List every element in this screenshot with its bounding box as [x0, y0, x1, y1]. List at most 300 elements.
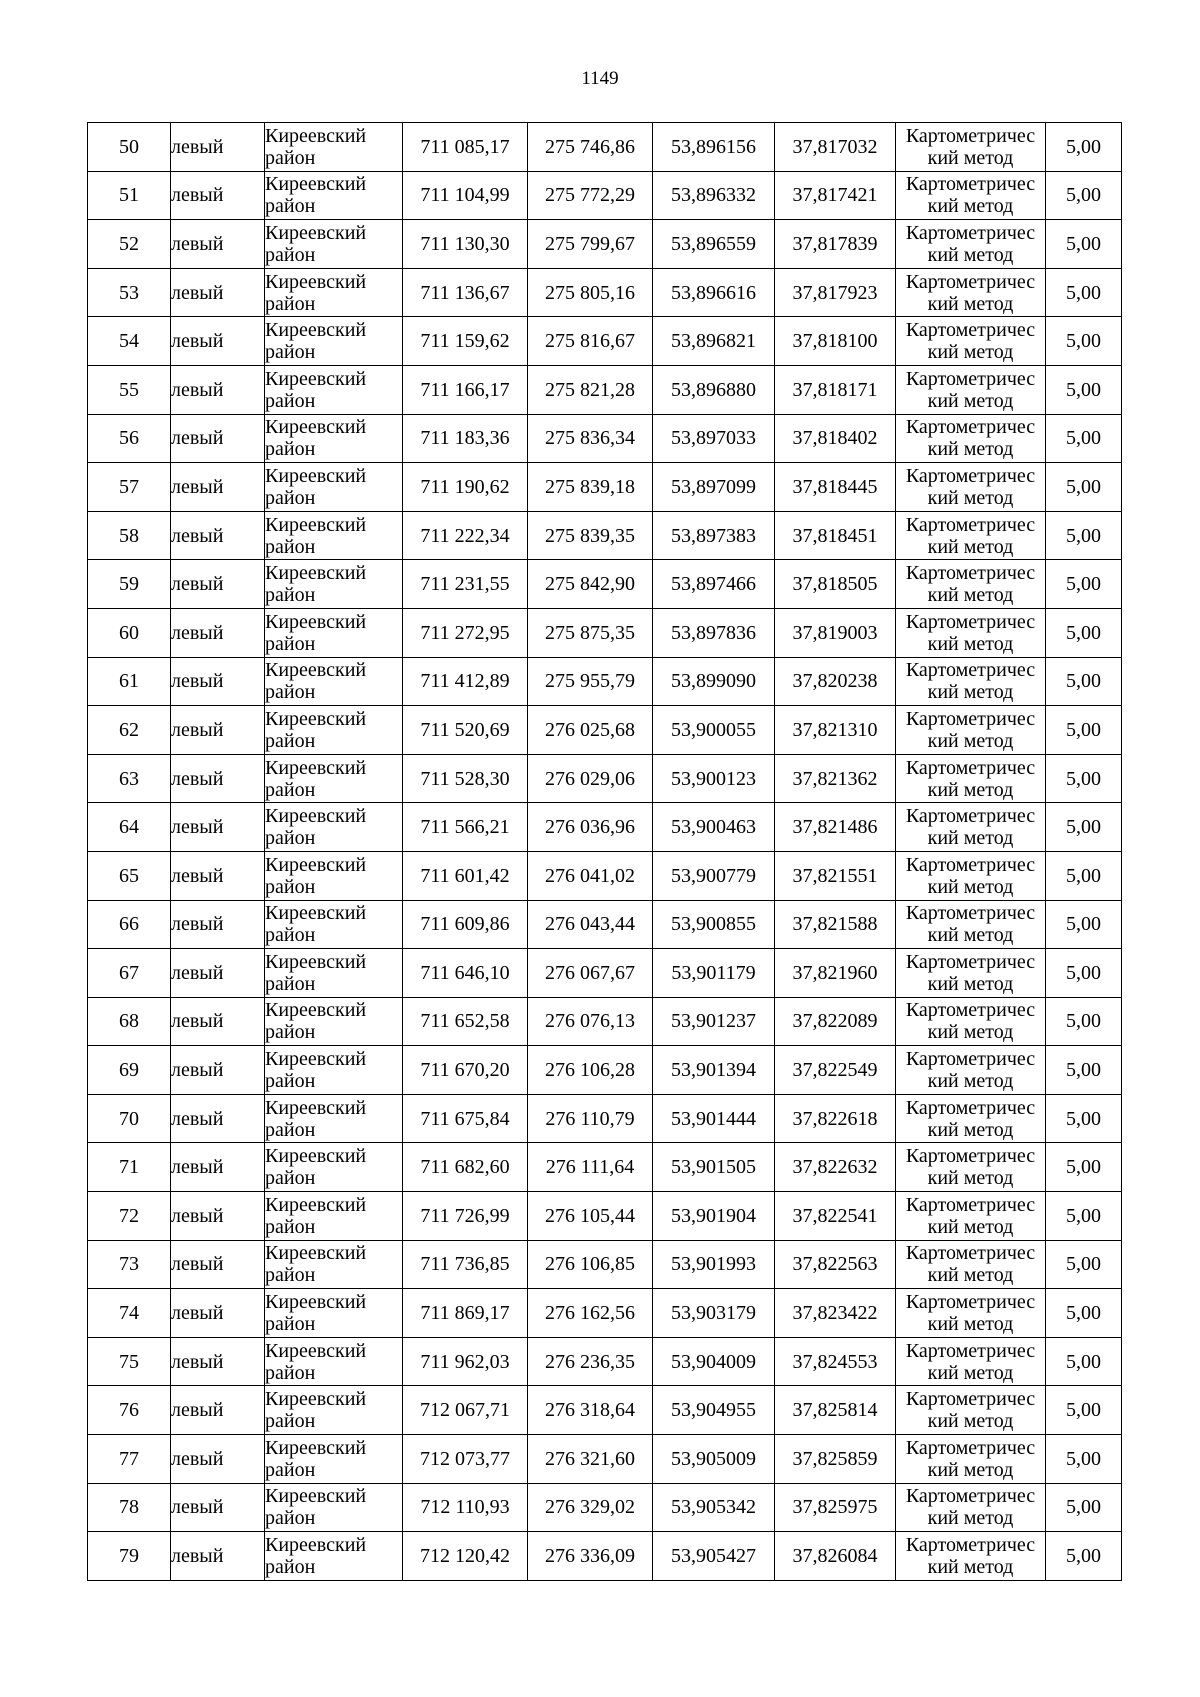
point-number-cell: 61	[88, 657, 171, 706]
side-cell: левый	[171, 1532, 265, 1581]
y-coordinate-cell: 276 043,44	[528, 900, 653, 949]
longitude-cell: 37,821486	[775, 803, 896, 852]
latitude-cell: 53,896821	[653, 317, 775, 366]
point-number-cell: 78	[88, 1483, 171, 1532]
district-cell: Киреевский район	[265, 706, 403, 755]
latitude-cell: 53,896880	[653, 365, 775, 414]
y-coordinate-cell: 275 746,86	[528, 123, 653, 172]
table-row	[88, 511, 1122, 560]
error-cell: 5,00	[1046, 268, 1122, 317]
longitude-cell: 37,818505	[775, 560, 896, 609]
longitude-cell: 37,822541	[775, 1192, 896, 1241]
error-cell: 5,00	[1046, 463, 1122, 512]
latitude-cell: 53,897383	[653, 511, 775, 560]
method-cell: Картометричес кий метод	[896, 1143, 1046, 1192]
table-row	[88, 900, 1122, 949]
x-coordinate-cell: 711 736,85	[403, 1240, 528, 1289]
longitude-cell: 37,820238	[775, 657, 896, 706]
error-cell: 5,00	[1046, 1192, 1122, 1241]
method-cell: Картометричес кий метод	[896, 1192, 1046, 1241]
method-cell: Картометричес кий метод	[896, 1483, 1046, 1532]
point-number-cell: 77	[88, 1435, 171, 1484]
method-cell: Картометричес кий метод	[896, 1289, 1046, 1338]
table-row	[88, 608, 1122, 657]
y-coordinate-cell: 276 067,67	[528, 949, 653, 998]
point-number-cell: 65	[88, 851, 171, 900]
point-number-cell: 56	[88, 414, 171, 463]
district-cell: Киреевский район	[265, 123, 403, 172]
error-cell: 5,00	[1046, 171, 1122, 220]
longitude-cell: 37,818402	[775, 414, 896, 463]
latitude-cell: 53,896559	[653, 220, 775, 269]
coordinates-table	[87, 122, 1122, 1581]
longitude-cell: 37,826084	[775, 1532, 896, 1581]
method-cell: Картометричес кий метод	[896, 1046, 1046, 1095]
side-cell: левый	[171, 1337, 265, 1386]
error-cell: 5,00	[1046, 560, 1122, 609]
method-cell: Картометричес кий метод	[896, 997, 1046, 1046]
method-cell: Картометричес кий метод	[896, 608, 1046, 657]
y-coordinate-cell: 275 772,29	[528, 171, 653, 220]
district-cell: Киреевский район	[265, 1435, 403, 1484]
error-cell: 5,00	[1046, 949, 1122, 998]
latitude-cell: 53,897836	[653, 608, 775, 657]
table-row	[88, 1386, 1122, 1435]
side-cell: левый	[171, 900, 265, 949]
side-cell: левый	[171, 220, 265, 269]
x-coordinate-cell: 711 085,17	[403, 123, 528, 172]
side-cell: левый	[171, 317, 265, 366]
district-cell: Киреевский район	[265, 657, 403, 706]
longitude-cell: 37,824553	[775, 1337, 896, 1386]
side-cell: левый	[171, 463, 265, 512]
table-row	[88, 657, 1122, 706]
district-cell: Киреевский район	[265, 511, 403, 560]
x-coordinate-cell: 711 190,62	[403, 463, 528, 512]
method-cell: Картометричес кий метод	[896, 706, 1046, 755]
error-cell: 5,00	[1046, 1094, 1122, 1143]
side-cell: левый	[171, 1386, 265, 1435]
point-number-cell: 68	[88, 997, 171, 1046]
district-cell: Киреевский район	[265, 1386, 403, 1435]
district-cell: Киреевский район	[265, 365, 403, 414]
district-cell: Киреевский район	[265, 608, 403, 657]
x-coordinate-cell: 711 231,55	[403, 560, 528, 609]
table-row	[88, 1192, 1122, 1241]
longitude-cell: 37,822632	[775, 1143, 896, 1192]
side-cell: левый	[171, 1289, 265, 1338]
y-coordinate-cell: 276 110,79	[528, 1094, 653, 1143]
y-coordinate-cell: 275 955,79	[528, 657, 653, 706]
x-coordinate-cell: 711 183,36	[403, 414, 528, 463]
longitude-cell: 37,819003	[775, 608, 896, 657]
district-cell: Киреевский район	[265, 268, 403, 317]
point-number-cell: 69	[88, 1046, 171, 1095]
method-cell: Картометричес кий метод	[896, 414, 1046, 463]
longitude-cell: 37,822563	[775, 1240, 896, 1289]
error-cell: 5,00	[1046, 1386, 1122, 1435]
point-number-cell: 66	[88, 900, 171, 949]
table-row	[88, 1337, 1122, 1386]
x-coordinate-cell: 711 528,30	[403, 754, 528, 803]
point-number-cell: 79	[88, 1532, 171, 1581]
side-cell: левый	[171, 511, 265, 560]
error-cell: 5,00	[1046, 365, 1122, 414]
latitude-cell: 53,896156	[653, 123, 775, 172]
method-cell: Картометричес кий метод	[896, 1240, 1046, 1289]
latitude-cell: 53,901904	[653, 1192, 775, 1241]
district-cell: Киреевский район	[265, 949, 403, 998]
latitude-cell: 53,897466	[653, 560, 775, 609]
point-number-cell: 50	[88, 123, 171, 172]
y-coordinate-cell: 276 236,35	[528, 1337, 653, 1386]
longitude-cell: 37,818445	[775, 463, 896, 512]
point-number-cell: 74	[88, 1289, 171, 1338]
point-number-cell: 51	[88, 171, 171, 220]
side-cell: левый	[171, 1094, 265, 1143]
side-cell: левый	[171, 560, 265, 609]
x-coordinate-cell: 712 110,93	[403, 1483, 528, 1532]
x-coordinate-cell: 711 726,99	[403, 1192, 528, 1241]
x-coordinate-cell: 711 670,20	[403, 1046, 528, 1095]
point-number-cell: 54	[88, 317, 171, 366]
error-cell: 5,00	[1046, 803, 1122, 852]
error-cell: 5,00	[1046, 1240, 1122, 1289]
table-row	[88, 754, 1122, 803]
side-cell: левый	[171, 608, 265, 657]
table-row	[88, 317, 1122, 366]
district-cell: Киреевский район	[265, 851, 403, 900]
x-coordinate-cell: 711 272,95	[403, 608, 528, 657]
point-number-cell: 52	[88, 220, 171, 269]
table-row	[88, 851, 1122, 900]
y-coordinate-cell: 276 321,60	[528, 1435, 653, 1484]
error-cell: 5,00	[1046, 1532, 1122, 1581]
error-cell: 5,00	[1046, 657, 1122, 706]
district-cell: Киреевский район	[265, 1143, 403, 1192]
table-row	[88, 1240, 1122, 1289]
y-coordinate-cell: 275 842,90	[528, 560, 653, 609]
method-cell: Картометричес кий метод	[896, 463, 1046, 512]
table-row	[88, 997, 1122, 1046]
method-cell: Картометричес кий метод	[896, 1094, 1046, 1143]
table-row	[88, 1094, 1122, 1143]
point-number-cell: 57	[88, 463, 171, 512]
method-cell: Картометричес кий метод	[896, 1386, 1046, 1435]
point-number-cell: 55	[88, 365, 171, 414]
table-row	[88, 1289, 1122, 1338]
error-cell: 5,00	[1046, 317, 1122, 366]
error-cell: 5,00	[1046, 511, 1122, 560]
y-coordinate-cell: 276 318,64	[528, 1386, 653, 1435]
latitude-cell: 53,900779	[653, 851, 775, 900]
latitude-cell: 53,899090	[653, 657, 775, 706]
y-coordinate-cell: 276 105,44	[528, 1192, 653, 1241]
point-number-cell: 60	[88, 608, 171, 657]
point-number-cell: 70	[88, 1094, 171, 1143]
method-cell: Картометричес кий метод	[896, 754, 1046, 803]
x-coordinate-cell: 711 646,10	[403, 949, 528, 998]
district-cell: Киреевский район	[265, 997, 403, 1046]
y-coordinate-cell: 275 821,28	[528, 365, 653, 414]
error-cell: 5,00	[1046, 1046, 1122, 1095]
point-number-cell: 73	[88, 1240, 171, 1289]
side-cell: левый	[171, 851, 265, 900]
x-coordinate-cell: 712 120,42	[403, 1532, 528, 1581]
side-cell: левый	[171, 365, 265, 414]
error-cell: 5,00	[1046, 1143, 1122, 1192]
table-row	[88, 949, 1122, 998]
longitude-cell: 37,822618	[775, 1094, 896, 1143]
y-coordinate-cell: 276 076,13	[528, 997, 653, 1046]
x-coordinate-cell: 711 159,62	[403, 317, 528, 366]
side-cell: левый	[171, 949, 265, 998]
method-cell: Картометричес кий метод	[896, 123, 1046, 172]
table-row	[88, 268, 1122, 317]
x-coordinate-cell: 711 520,69	[403, 706, 528, 755]
latitude-cell: 53,903179	[653, 1289, 775, 1338]
method-cell: Картометричес кий метод	[896, 220, 1046, 269]
district-cell: Киреевский район	[265, 1483, 403, 1532]
longitude-cell: 37,821362	[775, 754, 896, 803]
side-cell: левый	[171, 1143, 265, 1192]
latitude-cell: 53,900123	[653, 754, 775, 803]
latitude-cell: 53,901394	[653, 1046, 775, 1095]
point-number-cell: 71	[88, 1143, 171, 1192]
y-coordinate-cell: 275 839,18	[528, 463, 653, 512]
latitude-cell: 53,900855	[653, 900, 775, 949]
district-cell: Киреевский район	[265, 1337, 403, 1386]
side-cell: левый	[171, 1240, 265, 1289]
longitude-cell: 37,821588	[775, 900, 896, 949]
method-cell: Картометричес кий метод	[896, 511, 1046, 560]
method-cell: Картометричес кий метод	[896, 949, 1046, 998]
error-cell: 5,00	[1046, 997, 1122, 1046]
point-number-cell: 63	[88, 754, 171, 803]
district-cell: Киреевский район	[265, 1192, 403, 1241]
table-row	[88, 365, 1122, 414]
method-cell: Картометричес кий метод	[896, 365, 1046, 414]
method-cell: Картометричес кий метод	[896, 657, 1046, 706]
longitude-cell: 37,822089	[775, 997, 896, 1046]
latitude-cell: 53,896616	[653, 268, 775, 317]
error-cell: 5,00	[1046, 123, 1122, 172]
latitude-cell: 53,904009	[653, 1337, 775, 1386]
latitude-cell: 53,901505	[653, 1143, 775, 1192]
table-row	[88, 1143, 1122, 1192]
y-coordinate-cell: 276 041,02	[528, 851, 653, 900]
side-cell: левый	[171, 997, 265, 1046]
method-cell: Картометричес кий метод	[896, 1435, 1046, 1484]
side-cell: левый	[171, 414, 265, 463]
x-coordinate-cell: 711 130,30	[403, 220, 528, 269]
side-cell: левый	[171, 803, 265, 852]
longitude-cell: 37,818100	[775, 317, 896, 366]
table-row	[88, 220, 1122, 269]
district-cell: Киреевский район	[265, 220, 403, 269]
x-coordinate-cell: 712 073,77	[403, 1435, 528, 1484]
error-cell: 5,00	[1046, 1435, 1122, 1484]
district-cell: Киреевский район	[265, 1289, 403, 1338]
longitude-cell: 37,822549	[775, 1046, 896, 1095]
longitude-cell: 37,825814	[775, 1386, 896, 1435]
table-row	[88, 414, 1122, 463]
y-coordinate-cell: 275 799,67	[528, 220, 653, 269]
point-number-cell: 72	[88, 1192, 171, 1241]
x-coordinate-cell: 711 104,99	[403, 171, 528, 220]
district-cell: Киреевский район	[265, 463, 403, 512]
table-row	[88, 1483, 1122, 1532]
table-body	[88, 123, 1122, 1581]
y-coordinate-cell: 275 875,35	[528, 608, 653, 657]
district-cell: Киреевский район	[265, 560, 403, 609]
y-coordinate-cell: 275 805,16	[528, 268, 653, 317]
table-row	[88, 1532, 1122, 1581]
x-coordinate-cell: 711 682,60	[403, 1143, 528, 1192]
point-number-cell: 64	[88, 803, 171, 852]
x-coordinate-cell: 711 869,17	[403, 1289, 528, 1338]
method-cell: Картометричес кий метод	[896, 1337, 1046, 1386]
side-cell: левый	[171, 1483, 265, 1532]
point-number-cell: 76	[88, 1386, 171, 1435]
x-coordinate-cell: 711 222,34	[403, 511, 528, 560]
y-coordinate-cell: 276 029,06	[528, 754, 653, 803]
table-row	[88, 463, 1122, 512]
side-cell: левый	[171, 1435, 265, 1484]
error-cell: 5,00	[1046, 1483, 1122, 1532]
latitude-cell: 53,901179	[653, 949, 775, 998]
y-coordinate-cell: 276 329,02	[528, 1483, 653, 1532]
point-number-cell: 67	[88, 949, 171, 998]
table-row	[88, 803, 1122, 852]
x-coordinate-cell: 711 412,89	[403, 657, 528, 706]
x-coordinate-cell: 711 675,84	[403, 1094, 528, 1143]
y-coordinate-cell: 276 111,64	[528, 1143, 653, 1192]
x-coordinate-cell: 711 166,17	[403, 365, 528, 414]
longitude-cell: 37,817032	[775, 123, 896, 172]
y-coordinate-cell: 275 836,34	[528, 414, 653, 463]
longitude-cell: 37,818451	[775, 511, 896, 560]
error-cell: 5,00	[1046, 851, 1122, 900]
longitude-cell: 37,821551	[775, 851, 896, 900]
district-cell: Киреевский район	[265, 1046, 403, 1095]
error-cell: 5,00	[1046, 414, 1122, 463]
x-coordinate-cell: 711 609,86	[403, 900, 528, 949]
latitude-cell: 53,904955	[653, 1386, 775, 1435]
x-coordinate-cell: 711 652,58	[403, 997, 528, 1046]
y-coordinate-cell: 276 025,68	[528, 706, 653, 755]
side-cell: левый	[171, 171, 265, 220]
district-cell: Киреевский район	[265, 1094, 403, 1143]
table-row	[88, 1046, 1122, 1095]
error-cell: 5,00	[1046, 220, 1122, 269]
latitude-cell: 53,897099	[653, 463, 775, 512]
longitude-cell: 37,817421	[775, 171, 896, 220]
x-coordinate-cell: 711 566,21	[403, 803, 528, 852]
y-coordinate-cell: 276 336,09	[528, 1532, 653, 1581]
y-coordinate-cell: 275 816,67	[528, 317, 653, 366]
method-cell: Картометричес кий метод	[896, 317, 1046, 366]
method-cell: Картометричес кий метод	[896, 1532, 1046, 1581]
y-coordinate-cell: 276 106,28	[528, 1046, 653, 1095]
point-number-cell: 59	[88, 560, 171, 609]
side-cell: левый	[171, 1192, 265, 1241]
longitude-cell: 37,817923	[775, 268, 896, 317]
longitude-cell: 37,821310	[775, 706, 896, 755]
method-cell: Картометричес кий метод	[896, 900, 1046, 949]
point-number-cell: 62	[88, 706, 171, 755]
error-cell: 5,00	[1046, 706, 1122, 755]
longitude-cell: 37,821960	[775, 949, 896, 998]
y-coordinate-cell: 275 839,35	[528, 511, 653, 560]
x-coordinate-cell: 711 601,42	[403, 851, 528, 900]
error-cell: 5,00	[1046, 900, 1122, 949]
longitude-cell: 37,825975	[775, 1483, 896, 1532]
table-row	[88, 171, 1122, 220]
district-cell: Киреевский район	[265, 414, 403, 463]
district-cell: Киреевский район	[265, 1240, 403, 1289]
longitude-cell: 37,818171	[775, 365, 896, 414]
district-cell: Киреевский район	[265, 317, 403, 366]
error-cell: 5,00	[1046, 608, 1122, 657]
latitude-cell: 53,901237	[653, 997, 775, 1046]
method-cell: Картометричес кий метод	[896, 268, 1046, 317]
y-coordinate-cell: 276 036,96	[528, 803, 653, 852]
district-cell: Киреевский район	[265, 1532, 403, 1581]
side-cell: левый	[171, 657, 265, 706]
x-coordinate-cell: 711 962,03	[403, 1337, 528, 1386]
error-cell: 5,00	[1046, 754, 1122, 803]
y-coordinate-cell: 276 162,56	[528, 1289, 653, 1338]
latitude-cell: 53,897033	[653, 414, 775, 463]
page-number: 1149	[581, 68, 619, 89]
x-coordinate-cell: 712 067,71	[403, 1386, 528, 1435]
table-row	[88, 706, 1122, 755]
district-cell: Киреевский район	[265, 803, 403, 852]
method-cell: Картометричес кий метод	[896, 171, 1046, 220]
side-cell: левый	[171, 754, 265, 803]
district-cell: Киреевский район	[265, 754, 403, 803]
latitude-cell: 53,905342	[653, 1483, 775, 1532]
y-coordinate-cell: 276 106,85	[528, 1240, 653, 1289]
latitude-cell: 53,900055	[653, 706, 775, 755]
table-row	[88, 1435, 1122, 1484]
latitude-cell: 53,900463	[653, 803, 775, 852]
district-cell: Киреевский район	[265, 171, 403, 220]
latitude-cell: 53,905009	[653, 1435, 775, 1484]
latitude-cell: 53,905427	[653, 1532, 775, 1581]
method-cell: Картометричес кий метод	[896, 803, 1046, 852]
side-cell: левый	[171, 268, 265, 317]
table-row	[88, 560, 1122, 609]
side-cell: левый	[171, 1046, 265, 1095]
method-cell: Картометричес кий метод	[896, 560, 1046, 609]
side-cell: левый	[171, 706, 265, 755]
x-coordinate-cell: 711 136,67	[403, 268, 528, 317]
longitude-cell: 37,817839	[775, 220, 896, 269]
error-cell: 5,00	[1046, 1337, 1122, 1386]
point-number-cell: 75	[88, 1337, 171, 1386]
longitude-cell: 37,825859	[775, 1435, 896, 1484]
method-cell: Картометричес кий метод	[896, 851, 1046, 900]
latitude-cell: 53,901444	[653, 1094, 775, 1143]
point-number-cell: 58	[88, 511, 171, 560]
longitude-cell: 37,823422	[775, 1289, 896, 1338]
latitude-cell: 53,896332	[653, 171, 775, 220]
district-cell: Киреевский район	[265, 900, 403, 949]
latitude-cell: 53,901993	[653, 1240, 775, 1289]
side-cell: левый	[171, 123, 265, 172]
